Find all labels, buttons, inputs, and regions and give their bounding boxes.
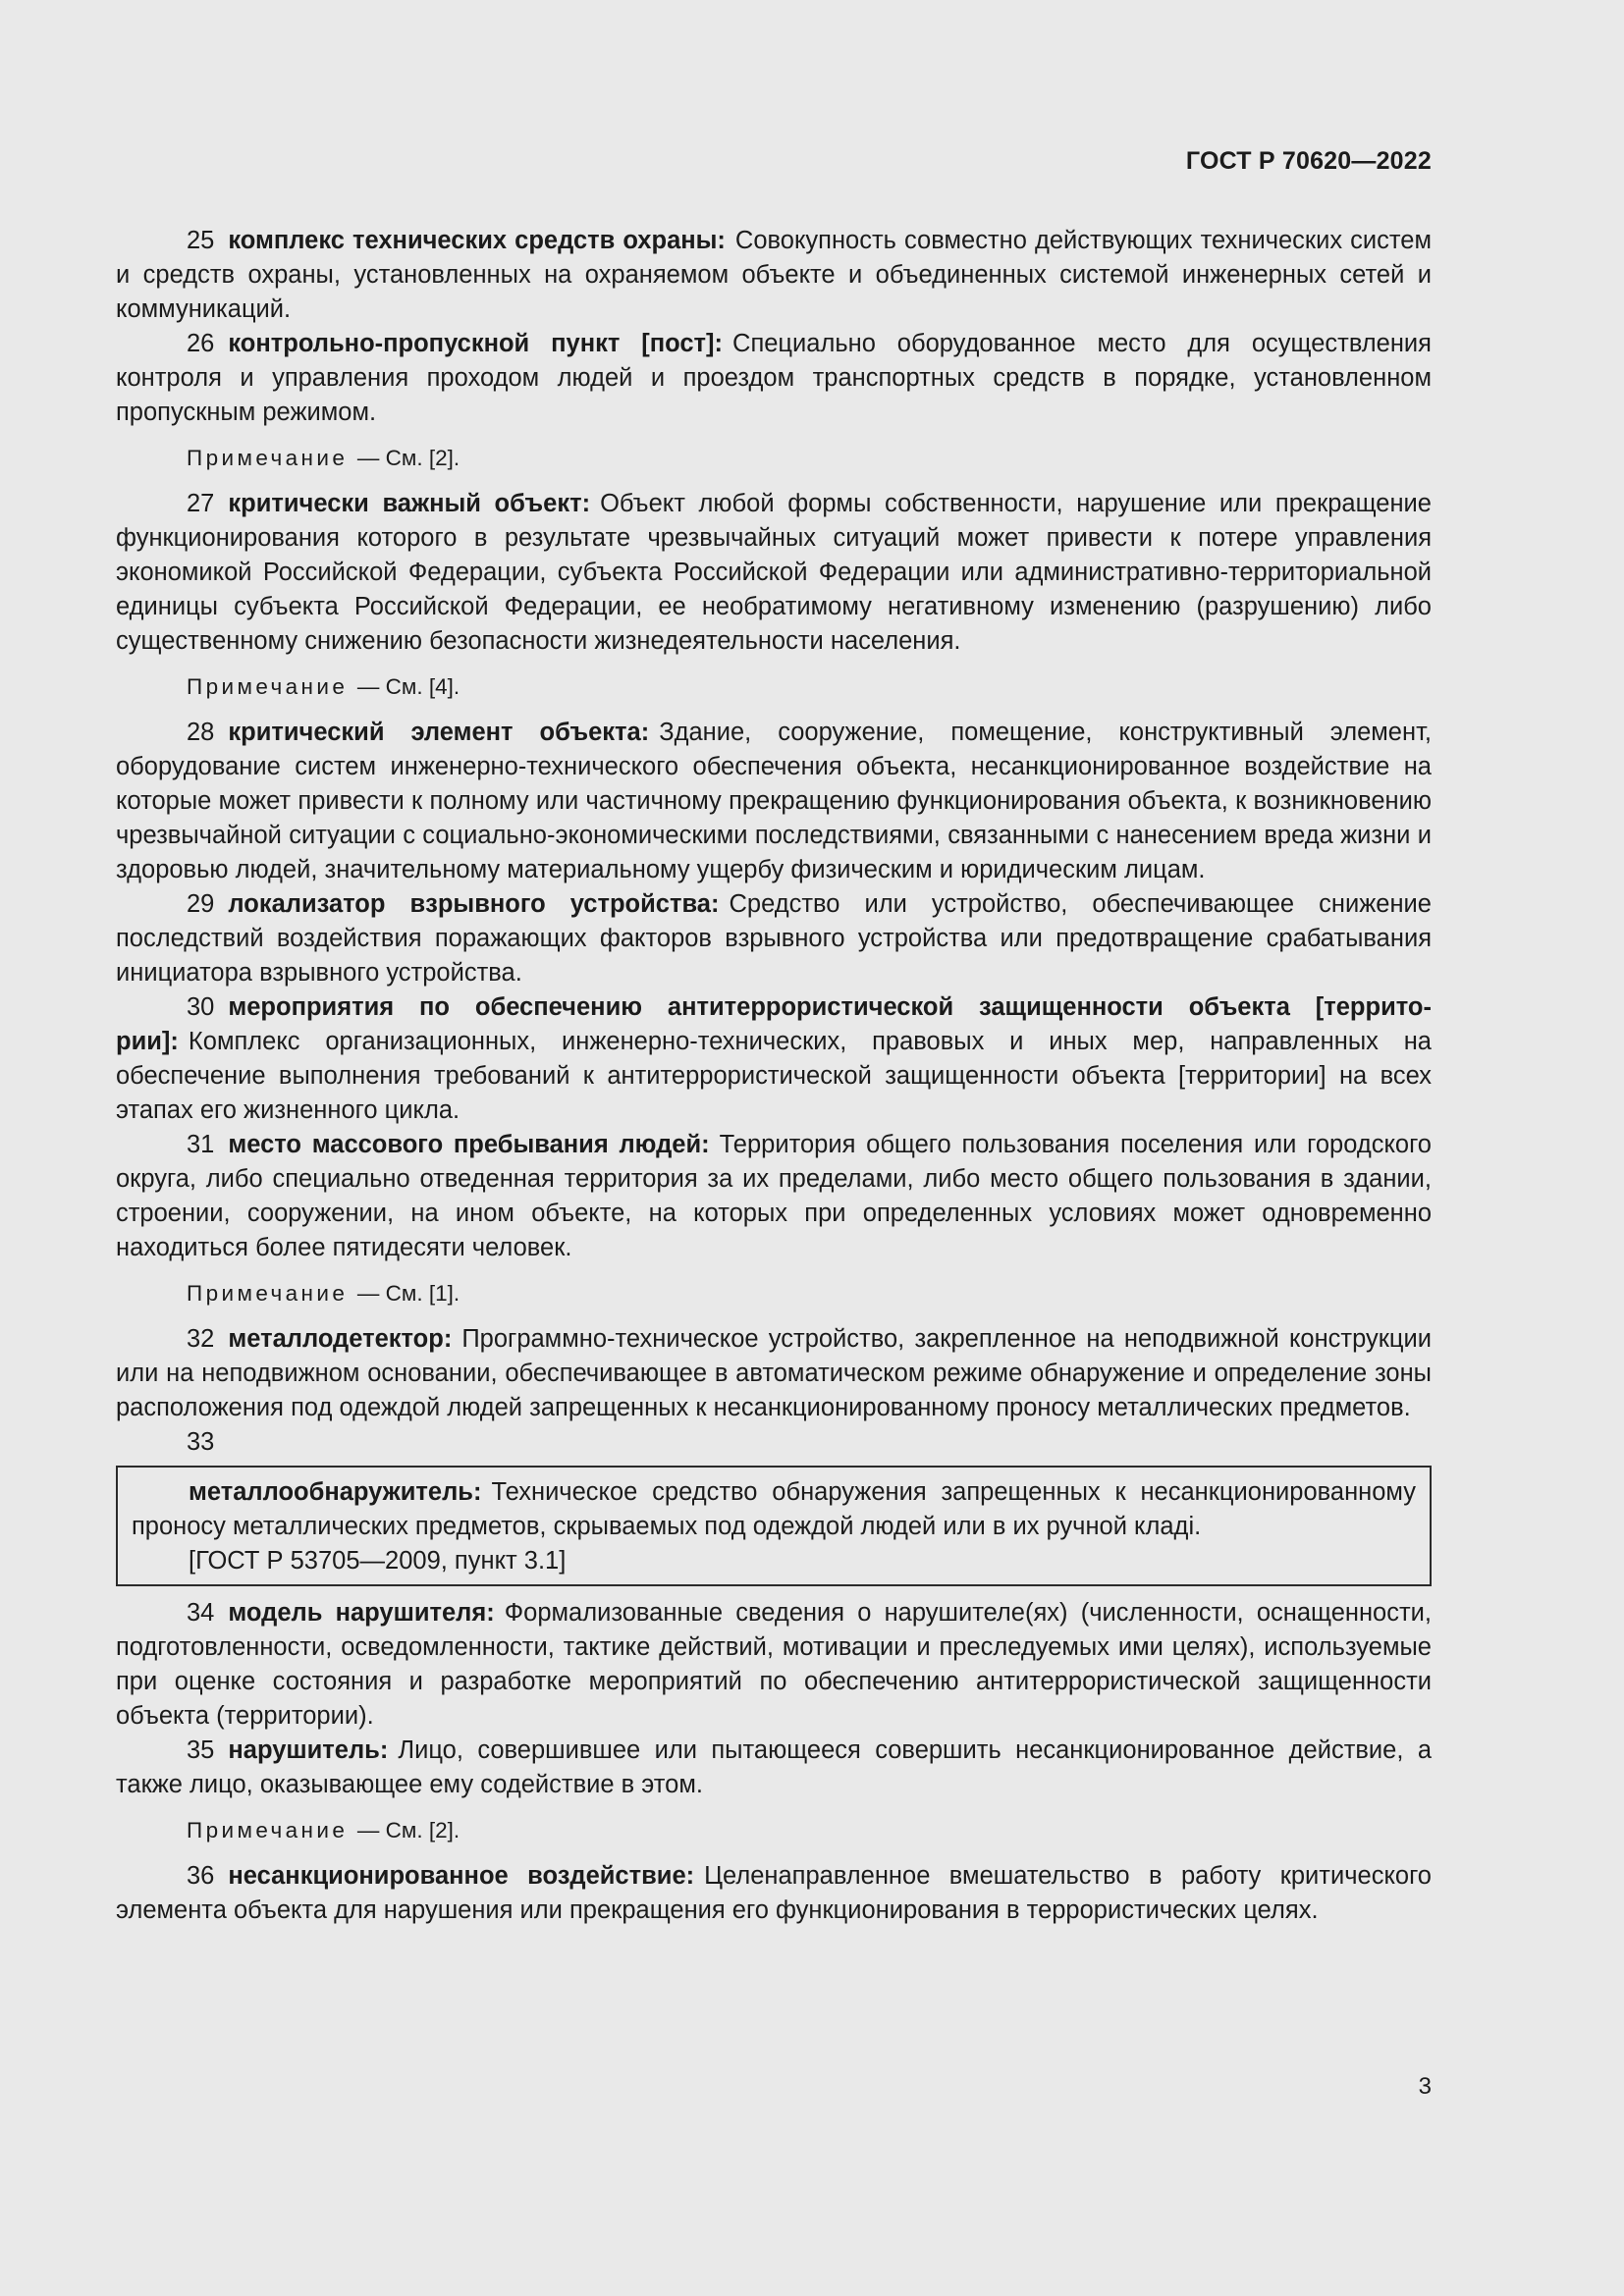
entry-definition: Формализованные сведения о нарушителе(ях) (численности, оснащенности, подготовленности, осведомленности, тактике действий, мотивации и преследуемых ими целях), используемые при оценке состояния и разработке мероприятий по обеспечению антитеррористической защищенности объекта (территории). [116, 1599, 1432, 1730]
entry-definition: Лицо, совершившее или пытающееся совершить несанкционированное действие, а также лицо, оказывающее ему содействие в этом. [116, 1736, 1432, 1798]
entry-term: несанкционированное воздействие: [228, 1862, 695, 1890]
term-entry-27 [116, 487, 1432, 659]
entry-number: 26 [187, 330, 215, 357]
note-label: Примечание [187, 446, 349, 470]
entry-term: критически важный объект: [228, 490, 591, 517]
note-3 [187, 1276, 1432, 1310]
note-label: Примечание [187, 674, 349, 699]
term-entry-30 [116, 990, 1432, 1128]
note-reference: — См. [2]. [356, 446, 460, 470]
term-entry-35 [116, 1734, 1432, 1802]
note-reference: — См. [4]. [356, 674, 460, 699]
entry-term: нарушитель: [228, 1736, 389, 1764]
entry-definition: Объект любой формы собственности, нарушение или прекращение функционирования которого в результате чрезвычайных ситуаций может привести к потере управления экономикой Российской Федерации, субъекта Российской Федерации или административно-территориальной единицы субъекта Российской Федерации, ее необратимому негативному изменению (разрушению) либо существенному снижению безопасности жизнедеятельности населения. [116, 490, 1432, 655]
entry-definition: Техническое средство обнаружения запрещенных к несанкционированному проносу металлических предметов, скрываемых под одеждой людей или в их ручной кладі. [132, 1478, 1416, 1540]
term-entry-32 [116, 1322, 1432, 1425]
term-entry-31 [116, 1128, 1432, 1265]
entry-definition: Средство или устройство, обеспечивающее снижение последствий воздействия поражающих факторов взрывного устройства или предотвращение срабатывания инициатора взрывного устройства. [116, 890, 1432, 987]
note-reference: — См. [2]. [356, 1818, 460, 1842]
entry-number: 25 [187, 227, 215, 254]
entry-number: 36 [187, 1862, 215, 1890]
entry-source-reference: [ГОСТ Р 53705—2009, пункт 3.1] [189, 1547, 567, 1575]
entry-number: 29 [187, 890, 215, 918]
entry-number: 32 [187, 1325, 215, 1353]
entry-number: 28 [187, 719, 215, 746]
entry-definition: Здание, сооружение, помещение, конструктивный элемент, оборудование систем инженерно-технического обеспечения объекта, несанкционированное воздействие на которые может привести к полному или частичному прекращению функционирования объекта, к возникновению чрезвычайной ситуации с социально-экономическими последствиями, связанными с нанесением вреда жизни и здоровью людей, значительному материальному ущербу физическим и юридическим лицам. [116, 719, 1433, 883]
entry-definition: Совокупность совместно действующих технических систем и средств охраны, установленных на охраняемом объекте и объединенных системой инженерных сетей и коммуникаций. [116, 227, 1432, 323]
entry-definition: Специально оборудованное место для осуществления контроля и управления проходом людей и проездом транспортных средств в порядке, установленном пропускным режимом. [116, 330, 1432, 426]
entry-term: место массового пребывания людей: [228, 1131, 710, 1158]
term-entry-36 [116, 1859, 1432, 1928]
term-entry-34 [116, 1596, 1432, 1734]
entry-number: 35 [187, 1736, 215, 1764]
entry-term: мероприятия по обеспечению антитеррористической защищенности объекта [территории]: [116, 993, 1432, 1055]
term-entry-33-number: 33 [187, 1428, 215, 1456]
note-label: Примечание [187, 1281, 349, 1306]
entry-term: контрольно-пропускной пункт [пост]: [228, 330, 724, 357]
note-4 [187, 1813, 1432, 1847]
entry-term: металлообнаружитель: [189, 1478, 482, 1506]
term-entry-25 [116, 224, 1432, 327]
entry-term: комплекс технических средств охраны: [228, 227, 726, 254]
standard-header: ГОСТ Р 70620—2022 [1185, 147, 1432, 175]
term-entry-26 [116, 327, 1432, 430]
term-entry-29 [116, 887, 1432, 990]
entry-term: локализатор взрывного устройства: [228, 890, 720, 918]
entry-number: 30 [187, 993, 215, 1021]
term-entry-33 [132, 1475, 1416, 1544]
boxed-term-entry-33 [116, 1466, 1432, 1586]
entry-number: 34 [187, 1599, 215, 1627]
term-entry-28 [116, 716, 1432, 887]
note-1 [187, 441, 1432, 475]
entry-term: критический элемент объекта: [228, 719, 650, 746]
entry-definition: Программно-техническое устройство, закрепленное на неподвижной конструкции или на неподвижном основании, обеспечивающее в автоматическом режиме обнаружение и определение зоны расположения под одеждой людей запрещенных к несанкционированному проносу металлических предметов. [116, 1325, 1432, 1421]
note-2 [187, 669, 1432, 704]
page-content [116, 224, 1432, 1928]
note-label: Примечание [187, 1818, 349, 1842]
page-number: 3 [1418, 2073, 1432, 2100]
entry-term: модель нарушителя: [228, 1599, 495, 1627]
entry-number: 27 [187, 490, 215, 517]
entry-term: металлодетектор: [228, 1325, 453, 1353]
entry-number: 31 [187, 1131, 215, 1158]
entry-definition: Территория общего пользования поселения или городского округа, либо специально отведенная территория за их пределами, либо место общего пользования в здании, строении, сооружении, на ином объекте, на которых при определенных условиях может одновременно находиться более пятидесяти человек. [116, 1131, 1432, 1261]
note-reference: — См. [1]. [356, 1281, 460, 1306]
entry-definition: Комплекс организационных, инженерно-технических, правовых и иных мер, направленных на обеспечение выполнения требований к антитеррористической защищенности объекта [территории] на всех этапах его жизненного цикла. [116, 1028, 1432, 1124]
entry-definition: Целенаправленное вмешательство в работу критического элемента объекта для нарушения или прекращения его функционирования в террористических целях. [116, 1862, 1432, 1924]
